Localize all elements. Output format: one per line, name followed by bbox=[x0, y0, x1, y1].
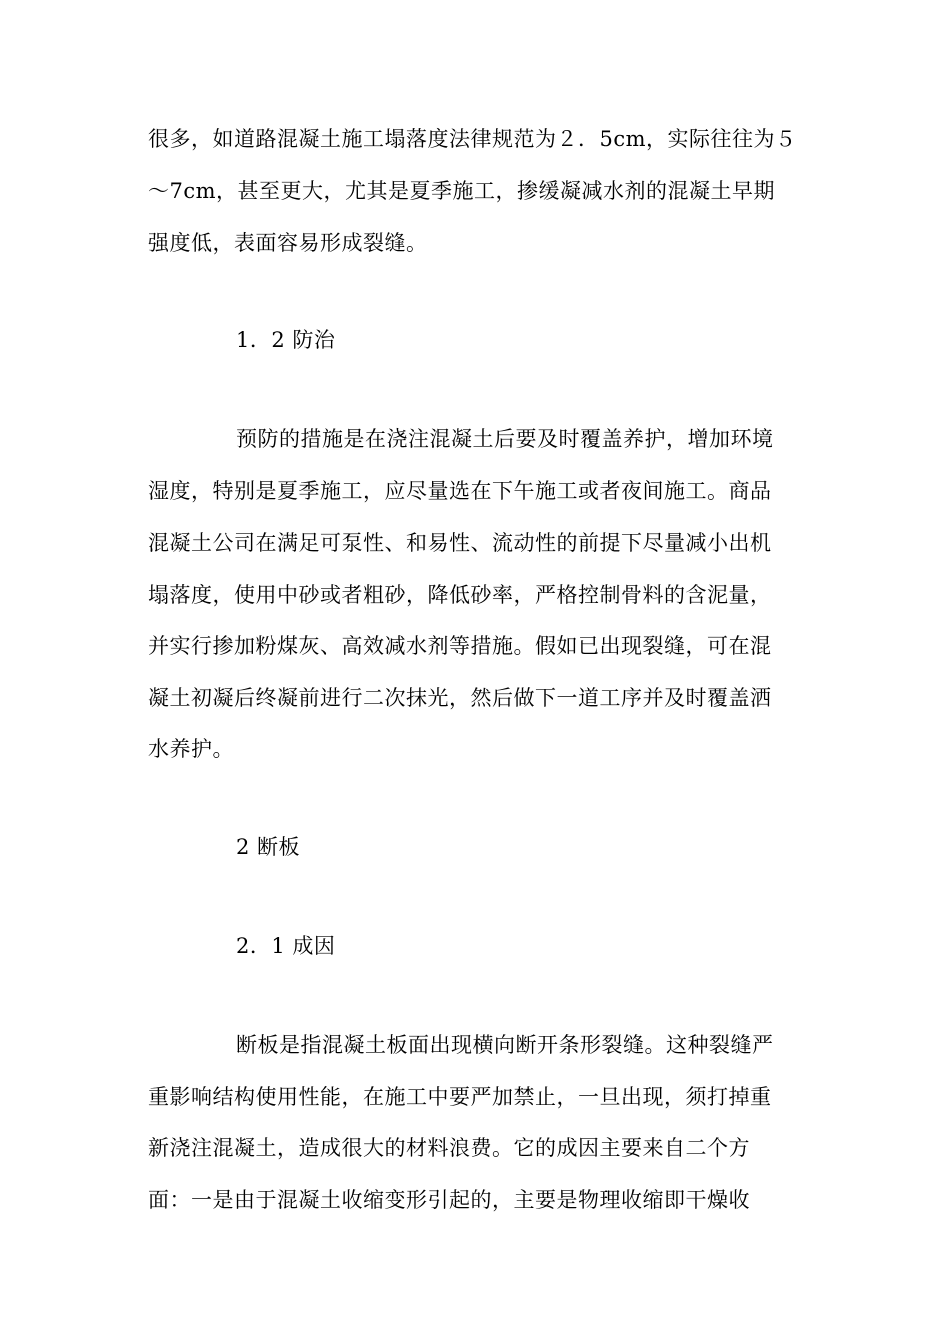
paragraph-2-line-2: 湿度，特别是夏季施工，应尽量选在下午施工或者夜间施工。商品 bbox=[148, 479, 772, 503]
paragraph-3-line-1: 断板是指混凝土板面出现横向断开条形裂缝。这种裂缝严 bbox=[236, 1033, 774, 1057]
section-heading-1-2: 1．2 防治 bbox=[236, 328, 336, 352]
paragraph-3-line-2: 重影响结构使用性能，在施工中要严加禁止，一旦出现，须打掉重 bbox=[148, 1085, 772, 1109]
paragraph-2-line-3: 混凝土公司在满足可泵性、和易性、流动性的前提下尽量减小出机 bbox=[148, 531, 772, 555]
paragraph-3-line-4: 面：一是由于混凝土收缩变形引起的，主要是物理收缩即干燥收 bbox=[148, 1188, 750, 1212]
paragraph-2-line-4: 塌落度，使用中砂或者粗砂，降低砂率，严格控制骨料的含泥量， bbox=[148, 583, 772, 607]
section-heading-2: 2 断板 bbox=[236, 835, 301, 859]
paragraph-1-line-2: ～7cm，甚至更大，尤其是夏季施工，掺缓凝减水剂的混凝土早期 bbox=[148, 179, 776, 203]
paragraph-2-line-5: 并实行掺加粉煤灰、高效减水剂等措施。假如已出现裂缝，可在混 bbox=[148, 634, 772, 658]
paragraph-2-line-1: 预防的措施是在浇注混凝土后要及时覆盖养护，增加环境 bbox=[236, 427, 774, 451]
paragraph-1-line-1: 很多，如道路混凝土施工塌落度法律规范为２．5cm，实际往往为５ bbox=[148, 127, 797, 151]
paragraph-3-line-3: 新浇注混凝土，造成很大的材料浪费。它的成因主要来自二个方 bbox=[148, 1136, 750, 1160]
paragraph-2-line-7: 水养护。 bbox=[148, 737, 234, 761]
paragraph-1-line-3: 强度低，表面容易形成裂缝。 bbox=[148, 231, 428, 255]
section-heading-2-1: 2．1 成因 bbox=[236, 934, 336, 958]
paragraph-2-line-6: 凝土初凝后终凝前进行二次抹光，然后做下一道工序并及时覆盖洒 bbox=[148, 686, 772, 710]
